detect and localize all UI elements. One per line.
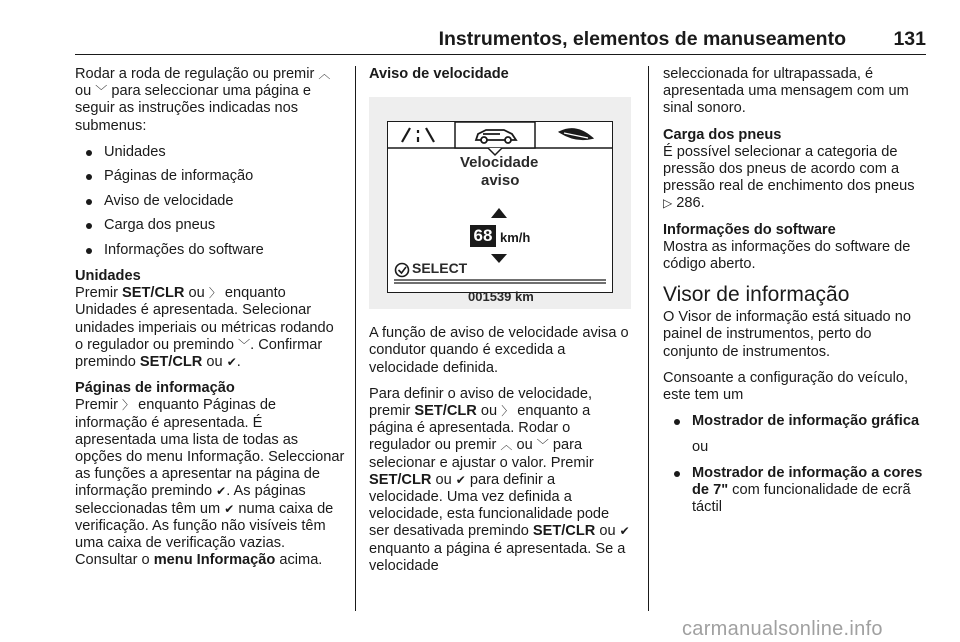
chevron-down-icon: ﹀ [536,438,549,453]
speed-warning-instructions: Para definir o aviso de velocidade, premir SET/CLR ou 〉 enquanto a página é apresentada. Rodar o regulador ou premir ︿ ou ﹀ para selecionar e ajustar o valor. Premir SET/CLR ou ✔ para definir a velocidade. Uma vez definida a velocidade, esta funcionalidade pode ser desativada premindo SET/CLR ou ✔ enquanto a página é apresentada. Se a velocidade [369,385,630,574]
tab-frame [455,122,535,148]
units-heading: Unidades [75,268,141,285]
check-icon: ✔ [226,355,237,370]
list-item: Informações do software [75,242,345,259]
check-icon: ✔ [619,524,630,539]
display-paragraph: O Visor de informação está situado no painel de instrumentos, perto do conjunto de instrumentos. [663,309,911,360]
select-check-icon [396,264,409,277]
chevron-up-icon: ︿ [500,438,513,453]
display-figure [369,97,631,309]
info-pages-paragraph: Premir 〉 enquanto Páginas de informação é apresentada. É apresentada uma lista de todas as opções do menu Informação. Seleccionar as funções a apresentar na página de informação premindo ✔. As páginas seleccionadas têm um ✔ numa caixa de verificação. As função não visíveis têm uma caixa de verificação vazias. Consultar o menu Informação acima. [75,397,345,569]
check-icon: ✔ [216,484,227,499]
tire-load-heading: Carga dos pneus [663,126,782,143]
display-label: Velocidade [460,154,539,172]
list-item: Unidades [75,144,345,161]
check-icon: ✔ [455,472,466,487]
units-paragraph: Premir SET/CLR ou 〉 enquanto Unidades é apresentada. Selecionar unidades imperiais ou métricas rodando o regulador ou premindo ﹀. Confirmar premindo SET/CLR ou ✔. [75,285,334,371]
chevron-down-icon: ﹀ [95,84,108,99]
cluster-display [387,121,613,305]
arrow-up-icon [491,208,507,218]
chevron-right-icon: 〉 [122,398,135,413]
select-label: SELECT [412,260,468,277]
speed-warning-paragraph: A função de aviso de velocidade avisa o condutor quando é excedida a velocidade definida. [369,325,629,376]
or-text: ou [692,439,709,456]
display-options-list [663,413,925,430]
list-item: Aviso de velocidade [75,193,345,210]
leaf-icon [560,129,592,139]
continued-paragraph: seleccionada for ultrapassada, é apresentada uma mensagem com um sinal sonoro. [663,66,909,117]
road-icon [402,128,434,142]
display-paragraph: Consoante a configuração do veículo, este tem um [663,369,909,404]
watermark: carmanualsonline.info [682,618,883,640]
column-divider [648,66,649,611]
column-2 [369,66,631,584]
section-heading: Visor de informação [663,283,850,307]
page-header [75,28,926,55]
software-info-heading: Informações do software [663,221,836,238]
arrow-down-icon [491,254,507,263]
chevron-right-icon: 〉 [208,286,221,301]
column-divider [355,66,356,611]
column-1 [75,66,345,578]
odometer: 001539 km [468,289,534,305]
speed-value: 68 [470,225,496,247]
chevron-down-icon: ﹀ [238,337,251,352]
reference-icon: ▷ [663,196,673,211]
display-label: aviso [481,172,520,190]
list-item: Carga dos pneus [75,217,345,234]
list-item: Páginas de informação [75,168,345,185]
check-icon: ✔ [224,501,235,516]
column-3 [663,66,925,525]
intro-paragraph: Rodar a roda de regulação ou premir ︿ ou ﹀ para seleccionar uma página e seguir as instruções indicadas nos submenus: [75,66,331,134]
chevron-up-icon: ︿ [318,67,331,81]
chevron-right-icon: 〉 [501,404,514,419]
software-info-paragraph: Mostra as informações do software de código aberto. [663,238,911,273]
submenu-list [75,144,345,259]
list-item: Mostrador de informação gráfica [663,413,925,430]
page-title: Instrumentos, elementos de manuseamento [438,28,846,50]
list-item: Mostrador de informação a cores de 7" com funcionalidade de ecrã táctil [663,465,925,517]
display-options-list [663,465,925,517]
page-number: 131 [893,28,926,50]
speed-unit: km/h [500,230,531,246]
speed-warning-heading: Aviso de velocidade [369,66,509,82]
tire-load-paragraph: É possível selecionar a categoria de pressão dos pneus de acordo com a pressão real de enchimento dos pneus ▷ 286. [663,143,915,212]
info-pages-heading: Páginas de informação [75,380,235,397]
